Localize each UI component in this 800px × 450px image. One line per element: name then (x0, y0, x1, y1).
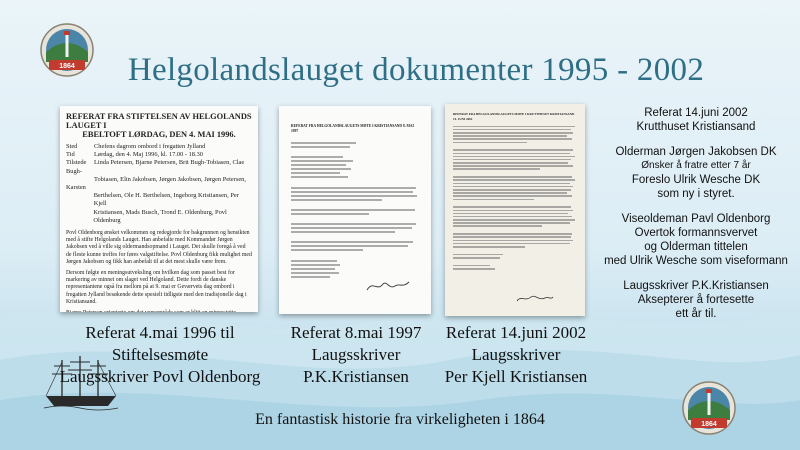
doc1-row-label (66, 209, 93, 225)
doc1-paragraph-2: Dersom følgte en meningsutveksling om hvilken dag som passet best for markering av minnet om slaget ved Helgoland. Dette fordi de danske representantene også fra mellom på at 9. mai er Geværvets dag ombord i fregatten Jylland besøkende dette spesielt tidligste med den tradisjonelle dag i Kristiansand. (66, 270, 247, 305)
caption-line: Referat 4.mai 1996 til (85, 323, 235, 342)
caption-doc-2002 (436, 322, 596, 388)
doc1-row-value: Linda Petersen, Bjarne Petersen, Brit Bugh-Tobiasen, Clae (94, 159, 245, 167)
doc1-row-label (66, 176, 94, 184)
note-vise-3: og Olderman tittelen (644, 241, 748, 253)
doc1-row-value: Tobiasen, Elin Jakobsen, Jørgen Jakobsen, Jørgen Petersen, (94, 175, 246, 183)
footer-tagline: En fantastisk historie fra virkeligheten i 1864 (255, 411, 545, 428)
doc1-row-label: Tid (66, 151, 75, 159)
note-olderman-2: Ønsker å fratre etter 7 år (641, 160, 751, 171)
doc1-row-value: Kristiansen, Mads Busch, Trond E. Oldenburg, Povl Oldenburg (93, 208, 227, 224)
caption-line: Stiftelsesmøte (111, 345, 209, 364)
caption-line: Per Kjell Kristiansen (444, 367, 588, 386)
helgoland-logo-top (40, 22, 94, 78)
note-laug-3: ett år til. (675, 308, 717, 320)
note-laug-2: Aksepterer å fortesette (637, 294, 755, 306)
helgoland-logo-bottom (682, 380, 736, 436)
doc1-row-value: Berthelsen, Ole H. Berthelsen, Ingeborg Kristiansen, Per Kjell (93, 192, 239, 208)
caption-line: P.K.Kristiansen (303, 367, 409, 386)
doc2-heading: REFERAT FRA HELGOLANDSLAUGETS MØTE I KRISTIANSAND 8. MAI 1997 (291, 124, 414, 133)
doc1-row-value: Lørdag, den 4. Maj 1996, kl. 17.00 - 18.30 (94, 151, 203, 159)
doc1-row-label: Sted (66, 143, 78, 150)
note-vise-2: Overtok formannsvervet (634, 227, 758, 239)
note-vise-4: med Ulrik Wesche som viseformann (604, 255, 788, 267)
logo-year-bottom: 1864 (701, 421, 717, 428)
caption-line: Laugsskriver (471, 345, 561, 364)
note-olderman-3: Foreslo Ulrik Wesche DK (631, 174, 761, 186)
doc1-paragraph-3 (66, 310, 252, 312)
doc1-row-label: Tilstede (66, 159, 87, 167)
doc1-row-label: Karsten (66, 184, 86, 192)
caption-line: Laugsskriver (311, 345, 401, 364)
meeting-notes (598, 106, 794, 321)
signature-doc3 (515, 292, 555, 304)
note-olderman-1: Olderman Jørgen Jakobsen DK (615, 146, 777, 158)
doc1-paragraph-1: Povl Oldenborg ønsket velkommen og redegjorde for bakgrunnen og hensikten med å stifte Helgolands Lauget. Han anbefalte med Kommandør Jørgen Jakobsen ved å ville sig oldermandsopmand i Lauget. Det skulle foregå å ved de fleste kunne treffes for føres valgstiftelse. Povl Oldenburg fikk mulighet med Jørgen Jakobsen og fikk han anbefalt til at det mest skulle være frem. (66, 230, 252, 265)
doc1-heading-1: REFERAT FRA STIFTELSEN AV HELGOLANDS (66, 112, 252, 121)
note-olderman-4: som ny i styret. (657, 188, 735, 200)
note-vise-1: Viseoldeman Pavl Oldenborg (621, 213, 771, 225)
note-laug-1: Laugsskriver P.K.Kristiansen (623, 280, 769, 292)
note-meeting-place: Krutthuset Kristiansand (636, 121, 756, 133)
doc3-heading: REFERAT FRA HELGOLANDSLAUGETS MØTE I KRUTTHUSET KRISTIANSAND 14. JUNI 2002 (453, 112, 575, 121)
caption-line: Laugsskriver Povl Oldenborg (59, 367, 261, 386)
doc1-row-label: Bugh- (66, 167, 82, 175)
doc1-row-value: Chefens dagrom ombord i fregatten Jylland (94, 143, 206, 150)
note-meeting-date: Referat 14.juni 2002 (644, 107, 748, 119)
doc1-heading-3: EBELTOFT LØRDAG, DEN 4. MAI 1996. (82, 130, 236, 139)
page-title: Helgolandslauget dokumenter 1995 - 2002 (127, 52, 705, 88)
doc1-heading-2: LAUGET I (66, 121, 107, 130)
caption-doc-1997 (276, 322, 436, 388)
caption-line: Referat 8.mai 1997 (290, 323, 422, 342)
document-1997 (279, 106, 431, 314)
caption-line: Referat 14.juni 2002 (445, 323, 587, 342)
caption-doc-1996 (48, 322, 272, 388)
document-1996 (60, 106, 258, 312)
doc1-row-label (66, 192, 94, 208)
signature-doc2 (365, 278, 411, 294)
logo-year-top: 1864 (59, 63, 75, 70)
document-2002 (445, 104, 585, 316)
